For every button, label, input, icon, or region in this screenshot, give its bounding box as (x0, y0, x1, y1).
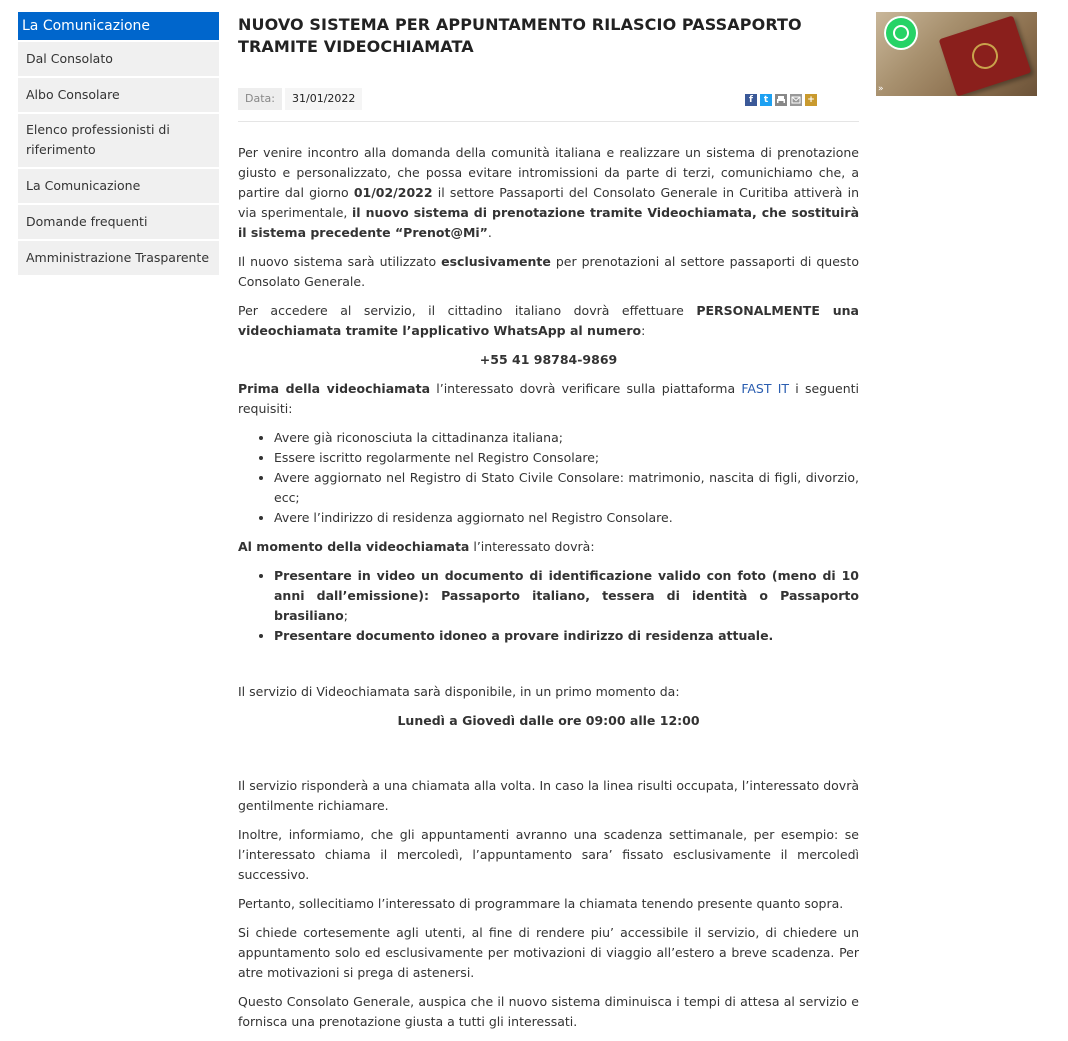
paragraph-availability: Il servizio di Videochiamata sarà disponibile, in un primo momento da: (238, 684, 680, 699)
passport-illustration (939, 15, 1032, 96)
sidebar-item-dal-consolato[interactable]: Dal Consolato (18, 41, 219, 76)
plus-icon[interactable]: + (805, 94, 817, 106)
sidebar (18, 12, 219, 275)
sidebar-item-la-comunicazione[interactable]: La Comunicazione (18, 168, 219, 203)
requirements-list (238, 428, 859, 528)
mail-icon[interactable] (790, 94, 802, 106)
list-item: • Presentare in video un documento di identificazione valido con foto (meno di 10 anni dall’emissione): Passaporto italiano, tessera di identità o Passaporto brasiliano; (274, 566, 859, 626)
page-title: NUOVO SISTEMA PER APPUNTAMENTO RILASCIO PASSAPORTO TRAMITE VIDEOCHIAMATA (238, 15, 802, 56)
date-value: 31/01/2022 (285, 88, 362, 110)
article (238, 14, 859, 1041)
phone-number: +55 41 98784-9869 (479, 352, 618, 367)
share-bar (745, 94, 817, 106)
twitter-icon[interactable]: t (760, 94, 772, 106)
article-meta (238, 88, 859, 110)
print-icon[interactable] (775, 94, 787, 106)
paragraph-one-call: Il servizio risponderà a una chiamata alla volta. In caso la linea risulti occupata, l’interessato dovrà gentilmente richiamare. (238, 778, 859, 813)
during-call-list (238, 566, 859, 646)
fast-it-link[interactable]: FAST IT (741, 381, 790, 396)
paragraph-access: Per accedere al servizio, il cittadino italiano dovrà effettuare PERSONALMENTE una videochiamata tramite l’applicativo WhatsApp al numero: (238, 303, 859, 338)
sidebar-header[interactable]: La Comunicazione (18, 12, 219, 40)
expand-icon[interactable]: » (878, 84, 884, 94)
list-item: • Avere già riconosciuta la cittadinanza italiana; (274, 428, 859, 448)
sidebar-item-amministrazione-trasparente[interactable]: Amministrazione Trasparente (18, 240, 219, 275)
whatsapp-icon (884, 16, 918, 50)
sidebar-item-elenco-professionisti[interactable]: Elenco professionisti di riferimento (18, 113, 219, 167)
list-item: • Essere iscritto regolarmente nel Registro Consolare; (274, 448, 859, 468)
paragraph-closing: Questo Consolato Generale, auspica che il nuovo sistema diminuisca i tempi di attesa al servizio e fornisca una prenotazione giusta a tutti gli interessati. (238, 994, 859, 1029)
paragraph-weekly: Inoltre, informiamo, che gli appuntamenti avranno una scadenza settimanale, per esempio: se l’interessato chiama il mercoledì, l’appuntamento sara’ fissato esclusivamente il mercoledì successivo. (238, 827, 859, 882)
paragraph-request: Si chiede cortesemente agli utenti, al fine di rendere piu’ accessibile il servizio, di chiedere un appuntamento solo ed esclusivamente per motivazioni di viaggio all’estero a breve scadenza. Per atre motivazioni si prega di astenersi. (238, 925, 859, 980)
paragraph-exclusive: Il nuovo sistema sarà utilizzato esclusivamente per prenotazioni al settore passaporti di questo Consolato Generale. (238, 254, 859, 289)
list-item: • Avere l’indirizzo di residenza aggiornato nel Registro Consolare. (274, 508, 859, 528)
date-label: Data: (238, 88, 282, 110)
article-image[interactable] (876, 12, 1037, 96)
sidebar-item-domande-frequenti[interactable]: Domande frequenti (18, 204, 219, 239)
sidebar-item-albo-consolare[interactable]: Albo Consolare (18, 77, 219, 112)
paragraph-programming: Pertanto, sollecitiamo l’interessato di programmare la chiamata tenendo presente quanto sopra. (238, 896, 844, 911)
service-hours: Lunedì a Giovedì dalle ore 09:00 alle 12:00 (397, 713, 700, 728)
paragraph-during-call: Al momento della videochiamata l’interessato dovrà: (238, 539, 595, 554)
list-item: • Avere aggiornato nel Registro di Stato Civile Consolare: matrimonio, nascita di figli, divorzio, ecc; (274, 468, 859, 508)
article-body (238, 143, 859, 1032)
facebook-icon[interactable]: f (745, 94, 757, 106)
divider (238, 121, 859, 122)
list-item: • Presentare documento idoneo a provare indirizzo di residenza attuale. (274, 626, 859, 646)
paragraph-intro: Per venire incontro alla domanda della comunità italiana e realizzare un sistema di prenotazione giusto e personalizzato, che possa evitare intromissioni da parte di terzi, comunichiamo che, a partire dal giorno 01/02/2022 il settore Passaporti del Consolato Generale in Curitiba attiverà in via sperimentale, il nuovo sistema di prenotazione tramite Videochiamata, che sostituirà il sistema precedente “Prenot@Mi”. (238, 145, 860, 240)
paragraph-before-call: Prima della videochiamata l’interessato dovrà verificare sulla piattaforma FAST IT i seguenti requisiti: (238, 381, 859, 416)
